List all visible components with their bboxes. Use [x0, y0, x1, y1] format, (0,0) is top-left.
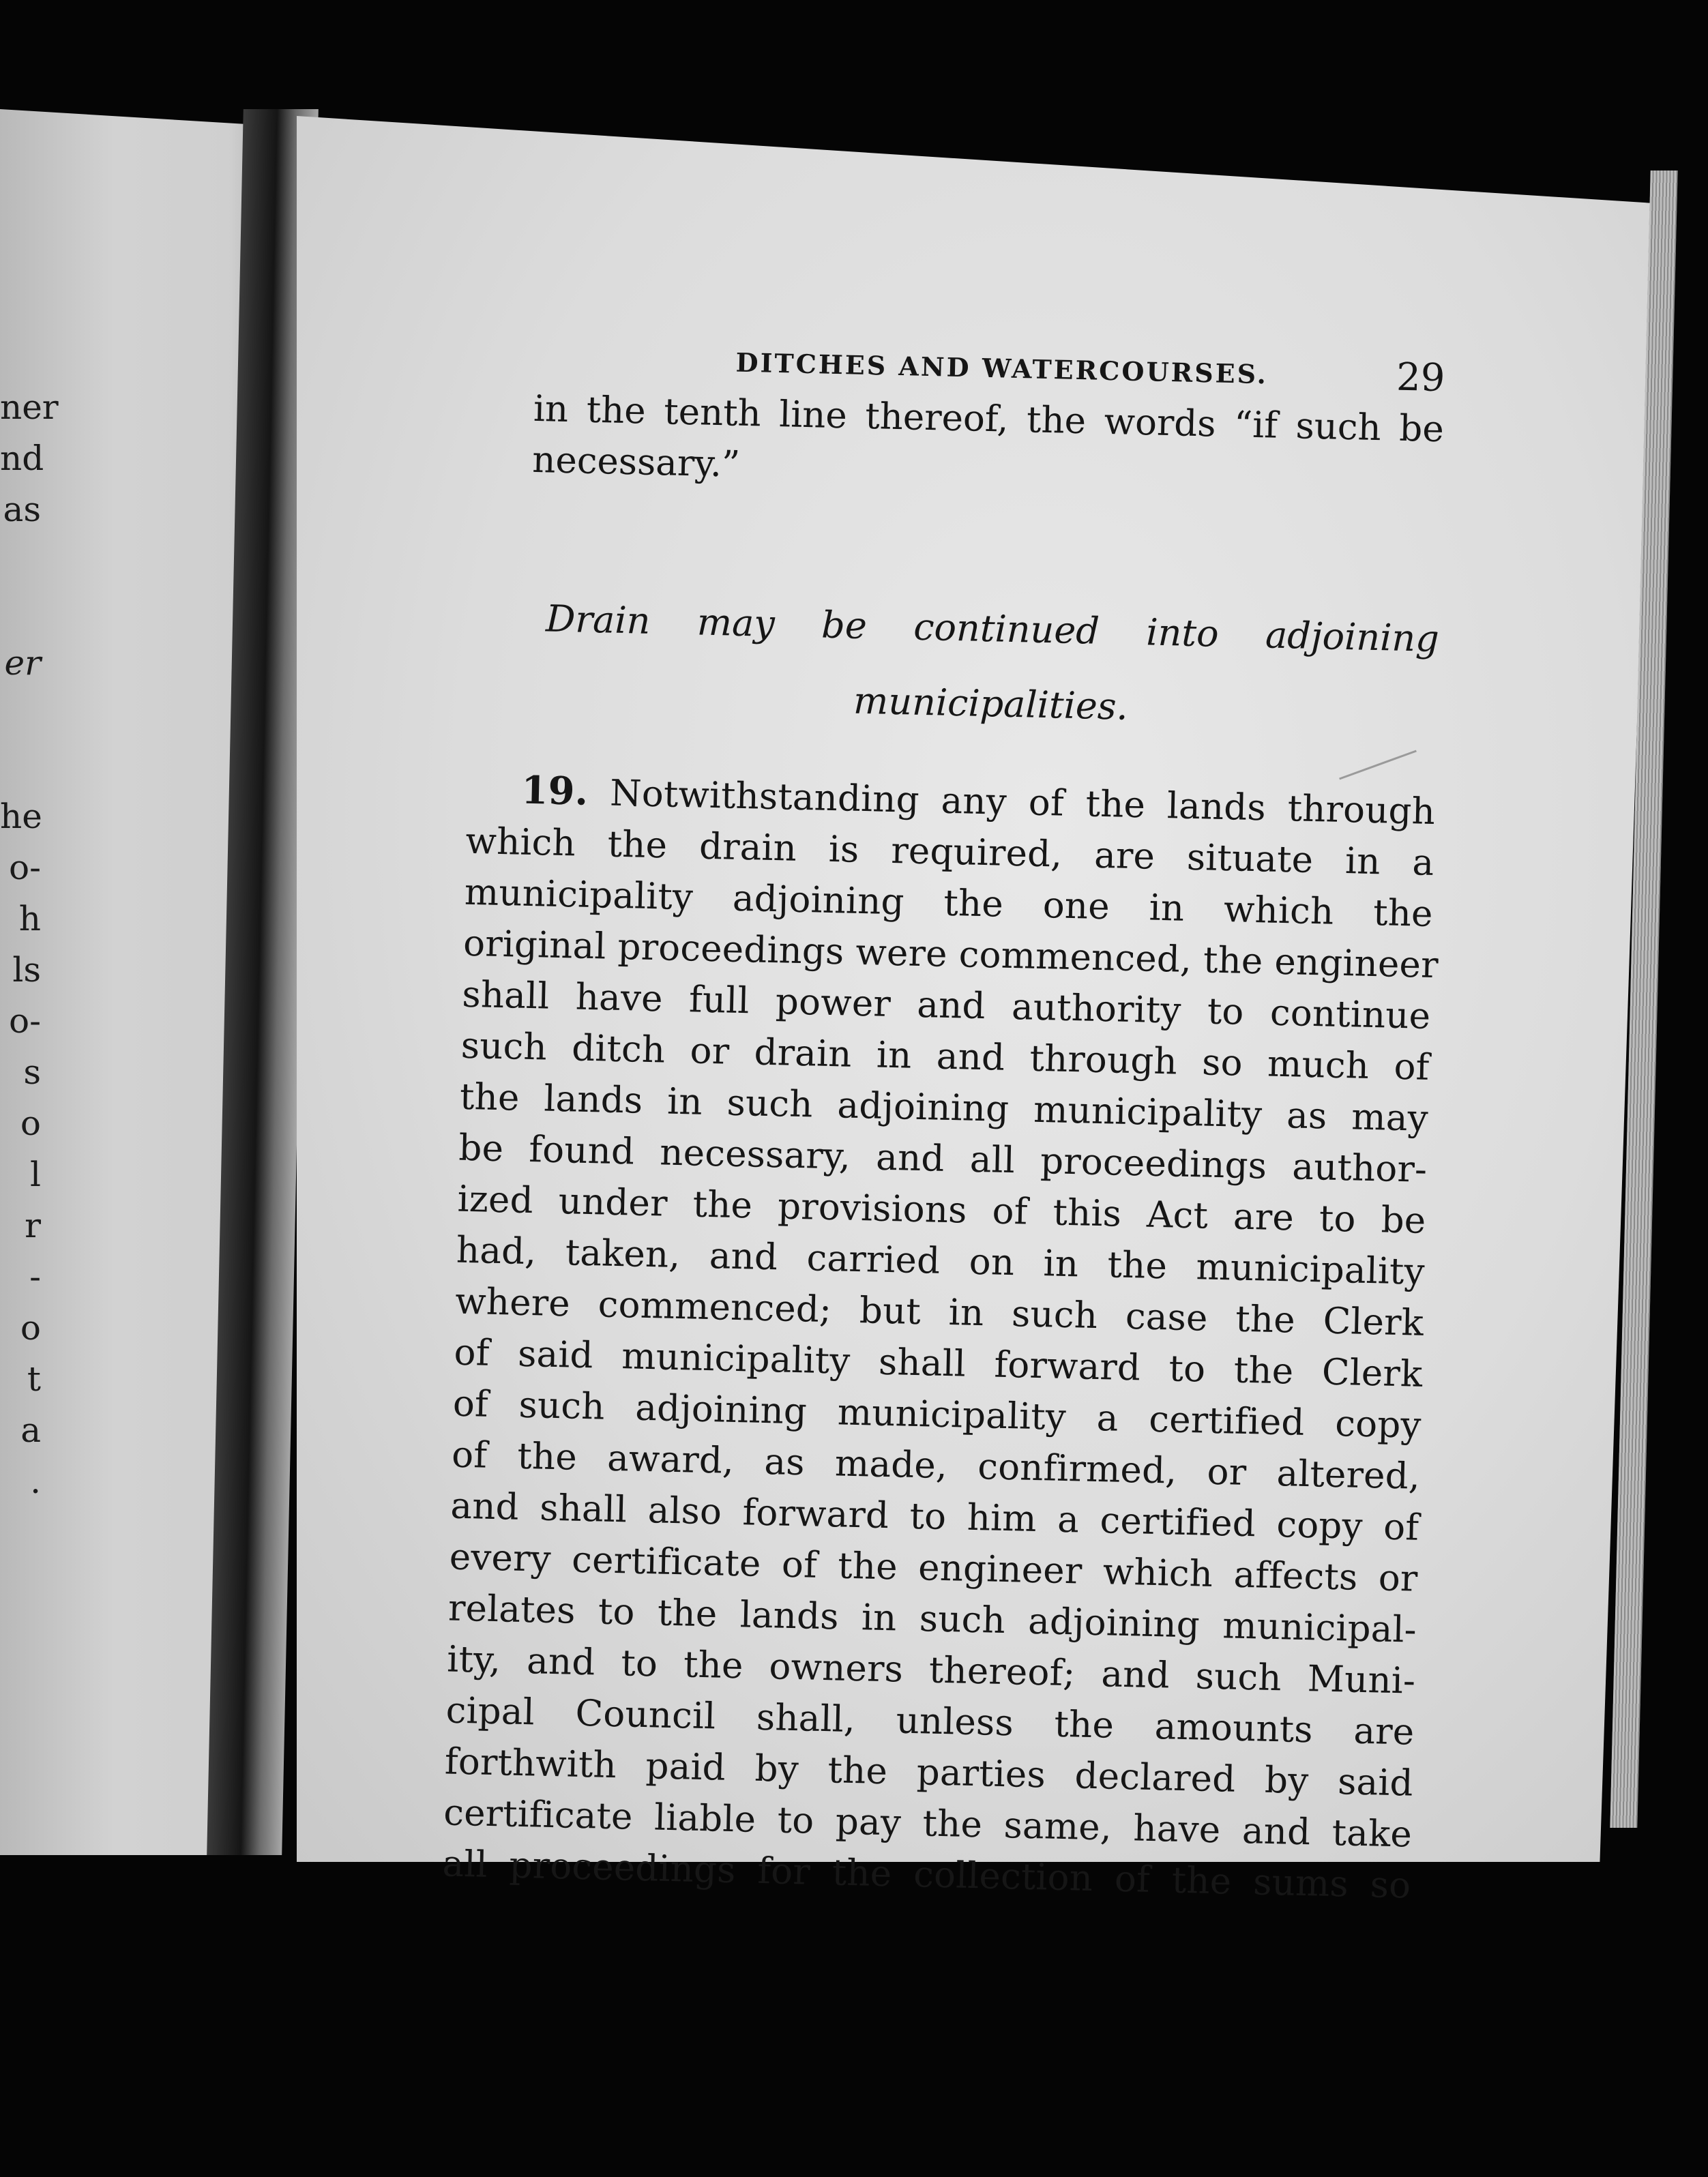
page-content [442, 321, 1446, 1912]
text-line: of the award, as made, confirmed, or altered, [451, 1434, 1421, 1498]
left-fragment: nd [0, 439, 44, 478]
text-line: forthwith paid by the parties declared by said [444, 1741, 1414, 1805]
text-line: necessary.” [531, 439, 741, 486]
text-line: ized under the provisions of this Act are to be [457, 1178, 1427, 1242]
text-line: shall have full power and authority to continue [461, 973, 1431, 1037]
text-line: all proceedings for the collection of the sums so [441, 1843, 1411, 1907]
text-line: relates to the lands in such adjoining municipal- [447, 1587, 1417, 1651]
section-lines [441, 816, 1439, 1912]
left-fragment: - [29, 1257, 41, 1297]
left-fragment: ner [0, 387, 59, 427]
section-heading-line: Drain may be continued into adjoining [545, 597, 1440, 661]
section-number: 19. [520, 767, 589, 814]
running-title: DITCHES AND WATERCOURSES. [735, 346, 1269, 390]
left-fragment: o- [9, 1001, 41, 1041]
section-heading [468, 580, 1440, 752]
left-fragment: he [0, 797, 42, 836]
left-fragment: as [3, 490, 41, 529]
left-fragment: o [20, 1308, 41, 1348]
text-line: every certificate of the engineer which affects or [449, 1536, 1419, 1600]
left-fragment: o [20, 1104, 41, 1143]
text-line: of such adjoining municipality a certified copy [452, 1382, 1422, 1447]
left-fragment: s [23, 1052, 41, 1092]
section-first-line-text: Notwithstanding any of the lands through [609, 772, 1436, 833]
text-line: where commenced; but in such case the Clerk [454, 1280, 1424, 1344]
left-fragment: r [25, 1206, 41, 1245]
left-fragment: a [20, 1410, 41, 1450]
section-heading-line: municipalities. [853, 679, 1129, 728]
continuation-paragraph [532, 383, 1445, 506]
page-number: 29 [1396, 355, 1446, 401]
left-fragment [0, 587, 41, 638]
left-fragment: t [27, 1359, 41, 1399]
left-fragment: . [30, 1462, 41, 1501]
text-line: in the tenth line thereof, the words “if such be [533, 387, 1445, 451]
text-line: municipality adjoining the one in which the [464, 871, 1434, 935]
text-line: ity, and to the owners thereof; and such Muni- [446, 1638, 1416, 1702]
text-line: original proceedings were commenced, the engineer [462, 922, 1439, 987]
left-fragment: h [18, 899, 41, 938]
text-line: the lands in such adjoining municipality as may [459, 1076, 1429, 1140]
text-line: had, taken, and carried on in the municipality [456, 1229, 1426, 1293]
left-fragment: l [30, 1155, 41, 1194]
section-19-body [441, 764, 1439, 1912]
text-line: cipal Council shall, unless the amounts are [445, 1689, 1415, 1753]
left-fragment: er [4, 643, 41, 683]
left-page-text-fragments [0, 382, 59, 1507]
text-line: such ditch or drain in and through so much of [460, 1024, 1430, 1088]
left-fragment: ls [12, 950, 41, 990]
text-line: certificate liable to pay the same, have and take [443, 1792, 1413, 1856]
left-fragment [0, 535, 41, 587]
left-fragment [0, 740, 41, 791]
text-line: and shall also forward to him a certified copy of [450, 1485, 1419, 1549]
left-fragment [0, 689, 41, 740]
text-line: be found necessary, and all proceedings author- [458, 1127, 1428, 1191]
text-line: of said municipality shall forward to the Clerk [453, 1331, 1423, 1395]
text-line: which the drain is required, are situate in a [465, 820, 1435, 885]
left-fragment: o- [9, 848, 41, 887]
